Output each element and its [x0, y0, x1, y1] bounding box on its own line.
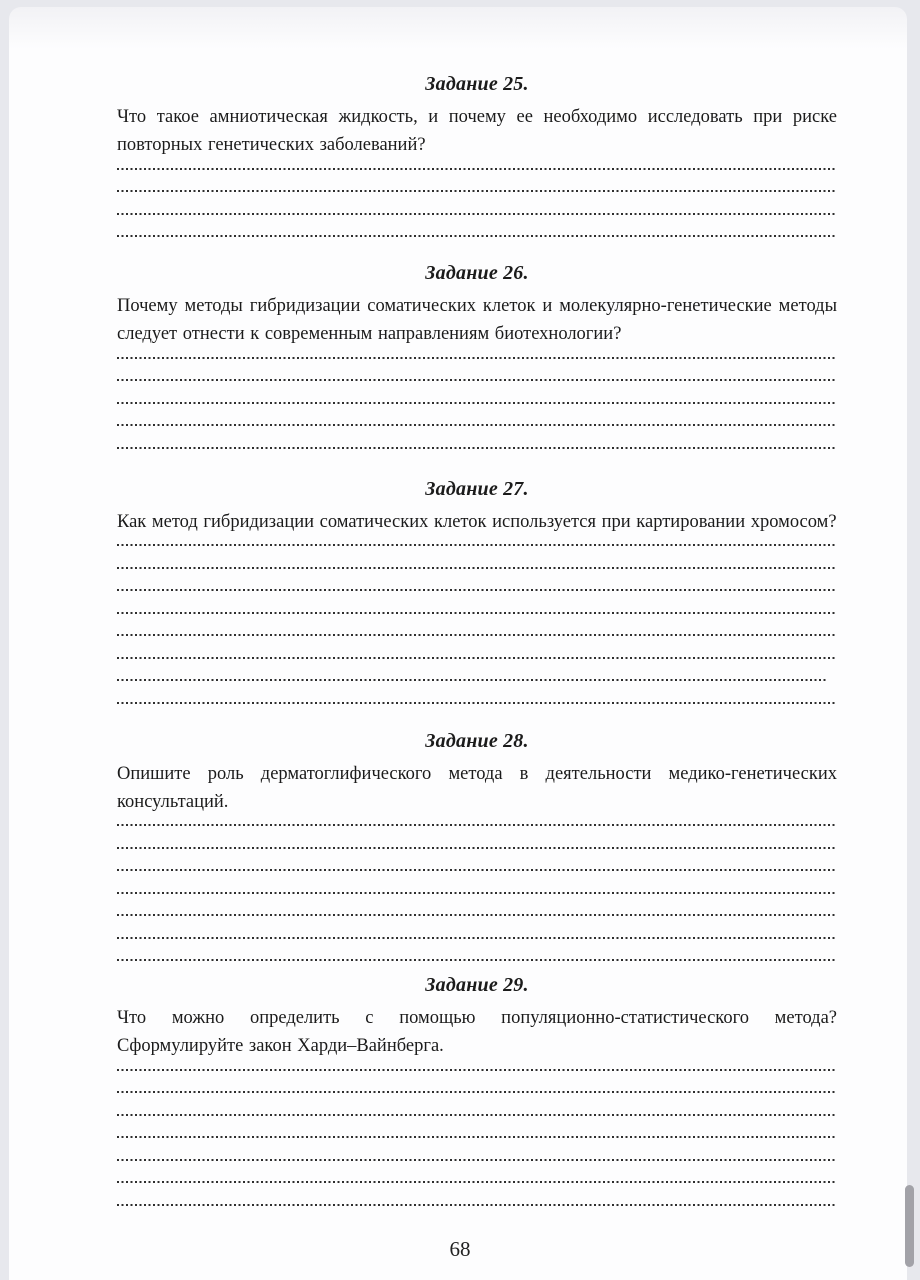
task-question: Опишите роль дерматоглифического метода в деятельности медико-генетических консультаций.	[117, 763, 837, 812]
answer-lines	[117, 1048, 837, 1206]
answer-line	[117, 1093, 837, 1116]
task-question: Как метод гибридизации соматических клеток используется при картировании хромосом?	[117, 511, 837, 532]
task-section-27	[117, 478, 837, 704]
answer-line	[117, 1161, 837, 1184]
answer-line	[117, 192, 837, 215]
task-heading: Задание 29.	[425, 974, 529, 996]
task-section-28	[117, 730, 837, 962]
answer-line	[117, 1183, 837, 1206]
answer-lines	[117, 336, 837, 449]
answer-line	[117, 636, 837, 659]
answer-line	[117, 591, 837, 614]
task-question: Почему методы гибридизации соматических клеток и молекулярно-генетические методы следует отнести к современным направлениям биотехнологии?	[117, 296, 837, 344]
answer-line	[117, 336, 837, 359]
answer-line	[117, 426, 837, 449]
answer-line	[117, 524, 837, 547]
task-heading: Задание 27.	[425, 477, 529, 500]
task-section-25	[117, 73, 837, 237]
answer-lines	[117, 804, 837, 962]
answer-line	[117, 546, 837, 569]
answer-lines	[117, 524, 837, 704]
answer-line	[117, 359, 837, 382]
answer-line	[117, 871, 837, 894]
answer-line	[117, 1071, 837, 1094]
page-number: 68	[449, 1236, 471, 1261]
answer-line	[117, 1138, 837, 1161]
task-heading: Задание 28.	[425, 729, 529, 752]
answer-line	[117, 170, 837, 193]
document-page	[9, 7, 907, 1280]
answer-line	[117, 659, 837, 682]
answer-line	[117, 849, 837, 872]
task-heading: Задание 25.	[425, 73, 529, 95]
scrollbar-thumb[interactable]	[905, 1185, 914, 1267]
answer-line	[117, 147, 837, 170]
task-section-26	[117, 262, 837, 449]
answer-line	[117, 826, 837, 849]
answer-line	[117, 569, 837, 592]
task-question: Что можно определить с помощью популяционно-статистического метода? Сформулируйте закон Харди–Вайнберга.	[117, 1008, 837, 1056]
answer-line	[117, 916, 837, 939]
task-section-29	[117, 974, 837, 1206]
page-content	[117, 7, 837, 1262]
answer-lines	[117, 147, 837, 237]
answer-line	[117, 1048, 837, 1071]
answer-line	[117, 894, 837, 917]
answer-line	[117, 804, 837, 827]
answer-line	[117, 681, 837, 704]
task-question: Что такое амниотическая жидкость, и почему ее необходимо исследовать при риске повторных генетических заболеваний?	[117, 107, 837, 155]
task-heading: Задание 26.	[425, 262, 529, 284]
answer-line	[117, 614, 837, 637]
answer-line	[117, 939, 837, 962]
answer-line	[117, 1116, 837, 1139]
answer-line	[117, 381, 837, 404]
answer-line	[117, 215, 837, 238]
answer-line	[117, 404, 837, 427]
